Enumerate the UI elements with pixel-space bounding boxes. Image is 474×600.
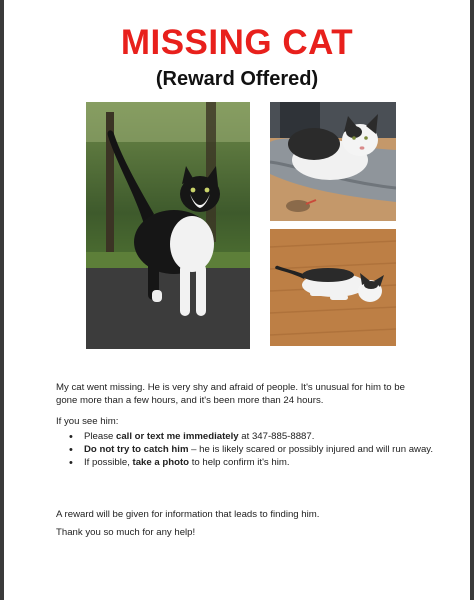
reward-paragraph: A reward will be given for information that leads to finding him. xyxy=(56,509,320,520)
list-item xyxy=(84,431,456,444)
tip-emphasis: take a photo xyxy=(132,457,190,468)
tip-text: to help confirm it's him. xyxy=(189,457,290,468)
tip-emphasis: Do not try to catch him xyxy=(84,444,189,455)
tip-text: If possible, xyxy=(84,457,133,468)
tip-text: – he is likely scared or possibly injured and will run away. xyxy=(188,444,434,455)
thanks-paragraph: Thank you so much for any help! xyxy=(56,527,196,538)
tip-text: Please xyxy=(84,431,116,442)
tip-text: at 347-885-8887. xyxy=(238,431,315,442)
intro-paragraph: My cat went missing. He is very shy and afraid of people. It's unusual for him to be gone more than a few hours, and it's been more than 24 hours. xyxy=(56,382,405,406)
list-item xyxy=(84,457,456,470)
instructions-list xyxy=(56,431,456,470)
poster-subtitle: (Reward Offered) xyxy=(155,68,319,90)
poster-page xyxy=(4,0,470,600)
list-item xyxy=(84,444,456,457)
cat-on-grey-blanket-photo xyxy=(270,102,396,221)
if-you-see-him-label: If you see him: xyxy=(56,416,119,427)
tip-emphasis: call or text me immediately xyxy=(116,431,239,442)
cat-standing-outdoors-photo xyxy=(86,102,250,349)
poster-title: MISSING CAT xyxy=(120,23,354,62)
cat-lying-on-wood-floor-photo xyxy=(270,229,396,346)
